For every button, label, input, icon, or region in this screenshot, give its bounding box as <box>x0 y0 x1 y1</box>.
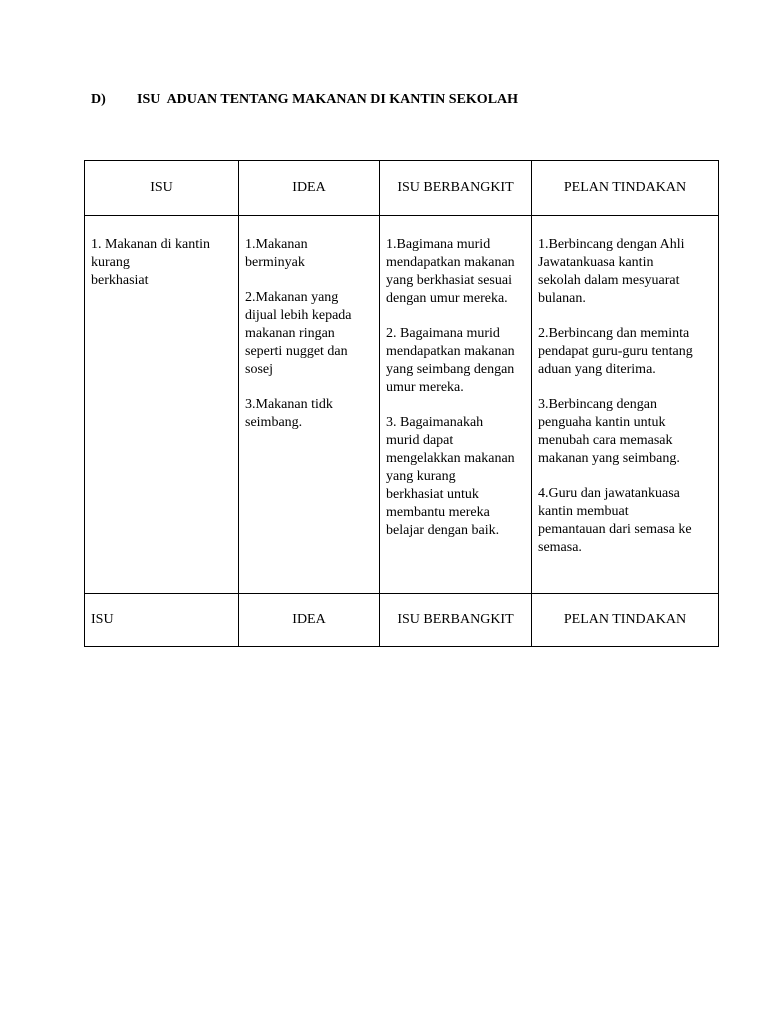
footer-isu-berbangkit: ISU BERBANGKIT <box>380 594 532 647</box>
isu-item: 1. Makanan di kantin kurang berkhasiat <box>91 237 210 288</box>
idea-item: 2.Makanan yang dijual lebih kepada makanan ringan seperti nugget dan sosej <box>245 290 352 377</box>
table-header-row <box>85 161 719 216</box>
cell-pelan-tindakan <box>532 216 719 594</box>
table-row <box>85 216 719 594</box>
section-heading <box>91 92 518 108</box>
footer-pelan-tindakan: PELAN TINDAKAN <box>532 594 719 647</box>
footer-idea: IDEA <box>239 594 380 647</box>
idea-item: 3.Makanan tidk seimbang. <box>245 397 333 430</box>
isu-berbangkit-item: 3. Bagaimanakah murid dapat mengelakkan makanan yang kurang berkhasiat untuk membantu mereka belajar dengan baik. <box>386 415 515 538</box>
cell-isu <box>85 216 239 594</box>
idea-item: 1.Makanan berminyak <box>245 237 308 270</box>
pelan-tindakan-item: 2.Berbincang dan meminta pendapat guru-guru tentang aduan yang diterima. <box>538 326 693 377</box>
issue-table <box>84 160 719 647</box>
header-idea: IDEA <box>239 161 380 216</box>
header-isu-berbangkit: ISU BERBANGKIT <box>380 161 532 216</box>
footer-isu: ISU <box>85 594 239 647</box>
header-pelan-tindakan: PELAN TINDAKAN <box>532 161 719 216</box>
header-isu: ISU <box>85 161 239 216</box>
pelan-tindakan-item: 3.Berbincang dengan penguaha kantin untuk menubah cara memasak makanan yang seimbang. <box>538 397 680 466</box>
isu-berbangkit-item: 1.Bagimana murid mendapatkan makanan yang berkhasiat sesuai dengan umur mereka. <box>386 237 515 306</box>
pelan-tindakan-item: 4.Guru dan jawatankuasa kantin membuat pemantauan dari semasa ke semasa. <box>538 486 692 555</box>
isu-berbangkit-item: 2. Bagaimana murid mendapatkan makanan yang seimbang dengan umur mereka. <box>386 326 515 395</box>
table-footer-row <box>85 594 719 647</box>
cell-idea <box>239 216 380 594</box>
section-label: D) <box>91 92 106 107</box>
pelan-tindakan-item: 1.Berbincang dengan Ahli Jawatankuasa kantin sekolah dalam mesyuarat bulanan. <box>538 237 685 306</box>
cell-isu-berbangkit <box>380 216 532 594</box>
section-title: ISU ADUAN TENTANG MAKANAN DI KANTIN SEKOLAH <box>137 92 519 107</box>
